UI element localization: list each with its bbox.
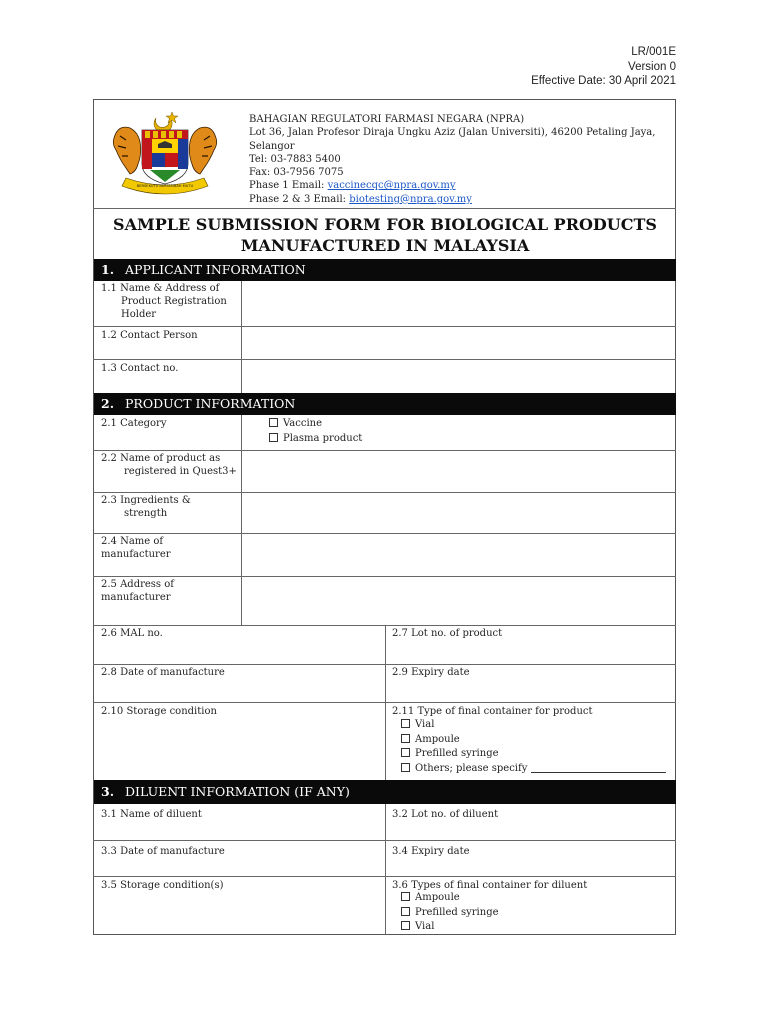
document-version: Version 0 xyxy=(628,60,676,73)
input-contact-person[interactable] xyxy=(242,327,675,359)
category-options xyxy=(269,417,362,446)
label-manufacture-date: 2.8 Date of manufacture xyxy=(101,667,225,678)
option-others[interactable]: Others; please specify xyxy=(401,762,666,777)
document-meta xyxy=(531,45,676,89)
email-link-phase23[interactable]: biotesting@npra.gov.my xyxy=(349,193,472,205)
agency-fax: Fax: 03-7956 7075 xyxy=(249,167,344,179)
form-title-line1: SAMPLE SUBMISSION FORM FOR BIOLOGICAL PRODUCTS xyxy=(113,215,657,234)
agency-info xyxy=(249,113,655,206)
label-manufacturer-name: 2.4 Name of manufacturer xyxy=(101,536,171,560)
option-vaccine[interactable]: Vaccine xyxy=(269,417,362,432)
option-diluent-ampoule[interactable]: Ampoule xyxy=(401,891,499,906)
logo-motto: BERSEKUTU BERTAMBAH MUTU xyxy=(136,184,194,188)
label-contact-person: 1.2 Contact Person xyxy=(101,330,198,341)
label-final-container-product: 2.11 Type of final container for product xyxy=(392,706,593,717)
label-expiry-date: 2.9 Expiry date xyxy=(392,667,470,678)
label-storage-condition: 2.10 Storage condition xyxy=(101,706,217,717)
option-ampoule[interactable]: Ampoule xyxy=(401,733,666,748)
label-contact-no: 1.3 Contact no. xyxy=(101,363,179,374)
form-title xyxy=(94,214,676,256)
agency-address-line2: Selangor xyxy=(249,140,295,152)
agency-email-phase23: Phase 2 & 3 Email: biotesting@npra.gov.my xyxy=(249,193,472,205)
coat-of-arms-icon xyxy=(106,108,224,198)
form-title-line2: MANUFACTURED IN MALAYSIA xyxy=(240,236,530,255)
input-product-lot-no[interactable] xyxy=(386,640,675,664)
checkbox-icon[interactable] xyxy=(401,907,410,916)
final-container-diluent-options xyxy=(401,891,499,935)
input-storage-condition[interactable] xyxy=(94,718,384,780)
section-header-applicant: 1. APPLICANT INFORMATION xyxy=(94,259,676,281)
input-holder-name-address[interactable] xyxy=(242,282,675,326)
input-mal-no[interactable] xyxy=(94,640,384,664)
agency-tel: Tel: 03-7883 5400 xyxy=(249,153,341,165)
label-diluent-name: 3.1 Name of diluent xyxy=(101,809,202,820)
input-contact-no[interactable] xyxy=(242,360,675,393)
label-manufacturer-address: 2.5 Address of manufacturer xyxy=(101,579,174,603)
input-diluent-manufacture-date[interactable] xyxy=(94,858,384,876)
others-specify-field[interactable] xyxy=(531,772,666,773)
input-manufacturer-address[interactable] xyxy=(242,577,675,625)
label-product-lot-no: 2.7 Lot no. of product xyxy=(392,628,503,639)
agency-email-phase1: Phase 1 Email: vaccinecqc@npra.gov.my xyxy=(249,180,456,192)
document-number: LR/001E xyxy=(631,46,676,58)
label-diluent-manufacture-date: 3.3 Date of manufacture xyxy=(101,846,225,857)
label-ingredients-strength: 2.3 Ingredients & strength xyxy=(101,495,191,519)
input-diluent-expiry-date[interactable] xyxy=(386,858,675,876)
checkbox-icon[interactable] xyxy=(401,734,410,743)
agency-address-line1: Lot 36, Jalan Profesor Diraja Ungku Aziz (Jalan Universiti), 46200 Petaling Jaya, xyxy=(249,127,656,139)
input-diluent-storage[interactable] xyxy=(94,892,384,934)
label-diluent-expiry-date: 3.4 Expiry date xyxy=(392,846,470,857)
agency-name: BAHAGIAN REGULATORI FARMASI NEGARA (NPRA) xyxy=(249,114,525,125)
option-diluent-prefilled-syringe[interactable]: Prefilled syringe xyxy=(401,906,499,921)
option-diluent-vial[interactable]: Vial xyxy=(401,920,499,935)
input-expiry-date[interactable] xyxy=(386,679,675,702)
input-manufacture-date[interactable] xyxy=(94,679,384,702)
final-container-product-options xyxy=(401,718,666,776)
checkbox-icon[interactable] xyxy=(401,748,410,757)
input-diluent-lot-no[interactable] xyxy=(386,821,675,840)
label-holder-name-address: 1.1 Name & Address of Product Registration Holder xyxy=(101,283,227,320)
checkbox-icon[interactable] xyxy=(401,921,410,930)
option-vial[interactable]: Vial xyxy=(401,718,666,733)
option-prefilled-syringe[interactable]: Prefilled syringe xyxy=(401,747,666,762)
email-link-phase1[interactable]: vaccinecqc@npra.gov.my xyxy=(327,180,456,192)
checkbox-icon[interactable] xyxy=(401,892,410,901)
checkbox-icon[interactable] xyxy=(269,433,278,442)
effective-date: Effective Date: 30 April 2021 xyxy=(531,75,676,87)
label-category: 2.1 Category xyxy=(101,418,167,429)
checkbox-icon[interactable] xyxy=(269,418,278,427)
input-product-name[interactable] xyxy=(242,451,675,492)
label-diluent-storage: 3.5 Storage condition(s) xyxy=(101,880,224,891)
checkbox-icon[interactable] xyxy=(401,719,410,728)
label-mal-no: 2.6 MAL no. xyxy=(101,628,163,639)
input-ingredients-strength[interactable] xyxy=(242,493,675,533)
label-final-container-diluent: 3.6 Types of final container for diluent xyxy=(392,880,588,891)
label-product-name: 2.2 Name of product as registered in Quest3+ xyxy=(101,453,237,477)
input-manufacturer-name[interactable] xyxy=(242,534,675,576)
section-header-product: 2. PRODUCT INFORMATION xyxy=(94,393,676,415)
input-diluent-name[interactable] xyxy=(94,821,384,840)
label-diluent-lot-no: 3.2 Lot no. of diluent xyxy=(392,809,499,820)
checkbox-icon[interactable] xyxy=(401,763,410,772)
option-plasma-product[interactable]: Plasma product xyxy=(269,432,362,447)
section-header-diluent: 3. DILUENT INFORMATION (IF ANY) xyxy=(94,780,676,804)
